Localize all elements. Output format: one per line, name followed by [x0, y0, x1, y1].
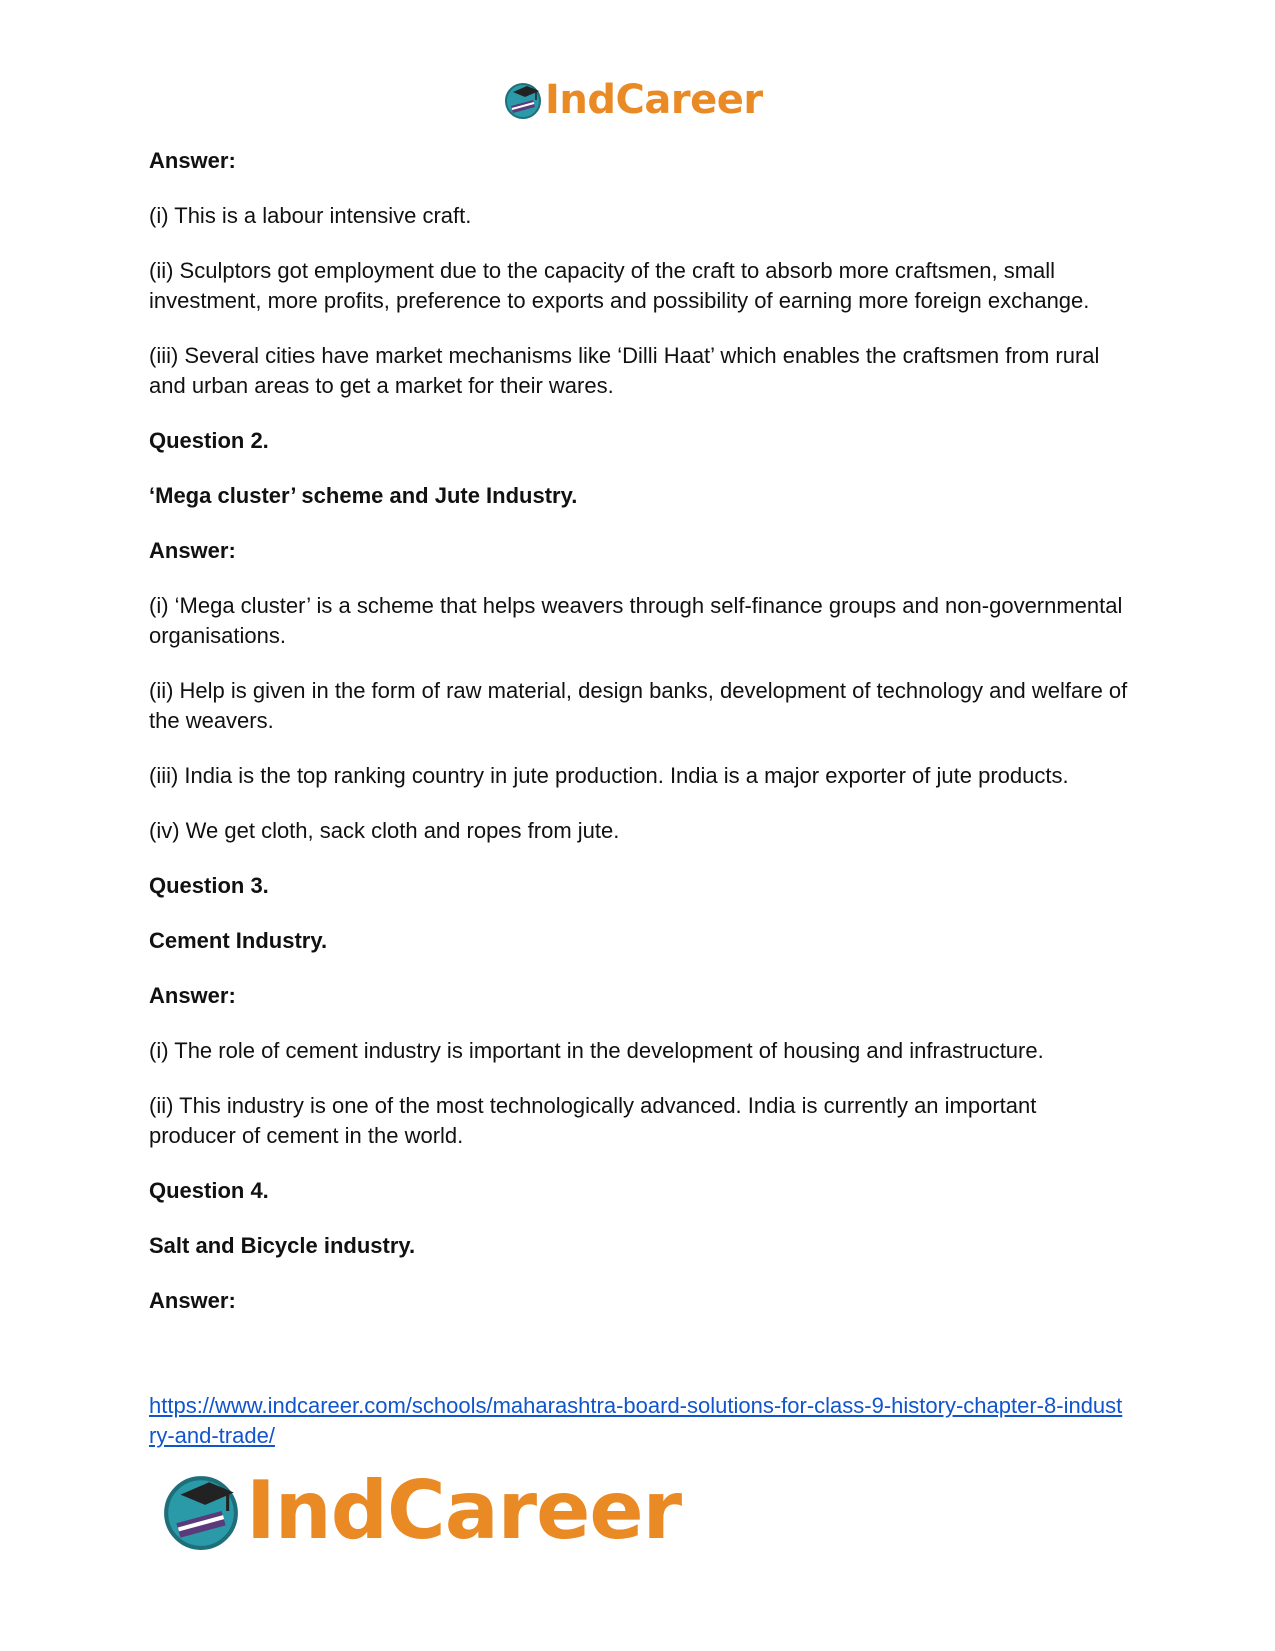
source-link-block [149, 1391, 1129, 1451]
brand-name: IndCareer [246, 1464, 682, 1557]
body-paragraph: (iv) We get cloth, sack cloth and ropes from jute. [149, 818, 620, 843]
heading-text: Answer: [149, 538, 236, 563]
heading-text: Cement Industry. [149, 928, 328, 953]
heading-text: Salt and Bicycle industry. [149, 1233, 416, 1258]
heading-text: Question 2. [149, 428, 269, 453]
brand-name: IndCareer [545, 77, 763, 123]
body-paragraph: (ii) Sculptors got employment due to the capacity of the craft to absorb more craftsmen, small investment, more profits, preference to exports and possibility of earning more foreign exchange. [149, 258, 1090, 313]
body-paragraph: (iii) India is the top ranking country in jute production. India is a major exporter of jute products. [149, 763, 1069, 788]
body-paragraph: (i) The role of cement industry is important in the development of housing and infrastructure. [149, 1038, 1044, 1063]
heading-text: ‘Mega cluster’ scheme and Jute Industry. [149, 483, 578, 508]
indcareer-logo-top [503, 77, 763, 123]
heading-text: Question 4. [149, 1178, 269, 1203]
heading-text: Answer: [149, 983, 236, 1008]
body-paragraph: (i) ‘Mega cluster’ is a scheme that helps weavers through self-finance groups and non-governmental organisations. [149, 593, 1123, 648]
heading-text: Answer: [149, 1288, 236, 1313]
globe-book-icon [503, 80, 543, 120]
heading-text: Question 3. [149, 873, 269, 898]
document-body [149, 146, 1129, 1341]
source-link[interactable]: https://www.indcareer.com/schools/maharashtra-board-solutions-for-class-9-history-chapter-8-industry-and-trade/ [149, 1393, 1123, 1448]
body-paragraph: (i) This is a labour intensive craft. [149, 203, 472, 228]
body-paragraph: (ii) Help is given in the form of raw material, design banks, development of technology and welfare of the weavers. [149, 678, 1128, 733]
globe-book-icon [160, 1470, 242, 1552]
body-paragraph: (ii) This industry is one of the most technologically advanced. India is currently an important producer of cement in the world. [149, 1093, 1037, 1148]
body-paragraph: (iii) Several cities have market mechanisms like ‘Dilli Haat’ which enables the craftsmen from rural and urban areas to get a market for their wares. [149, 343, 1100, 398]
indcareer-logo-bottom [160, 1464, 682, 1557]
heading-text: Answer: [149, 148, 236, 173]
